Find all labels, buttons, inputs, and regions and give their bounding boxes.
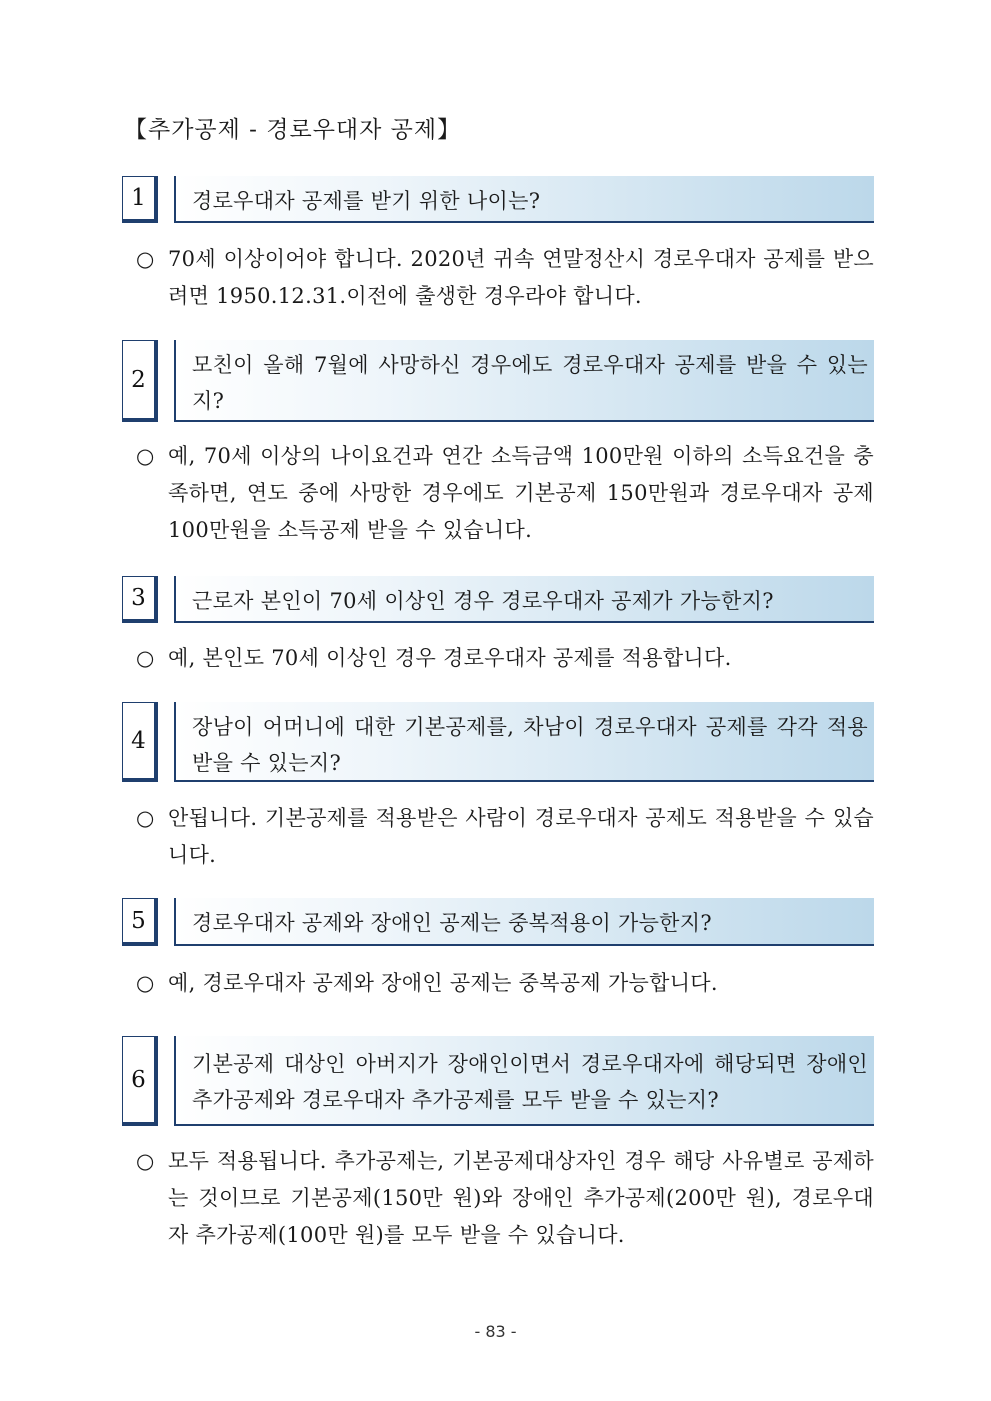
question-number: 5 bbox=[122, 898, 158, 946]
bullet-circle-icon: ○ bbox=[136, 247, 155, 271]
answer-text: 예, 경로우대자 공제와 장애인 공제는 중복공제 가능합니다. bbox=[168, 971, 718, 995]
bullet-circle-icon: ○ bbox=[136, 806, 155, 830]
answer-text: 모두 적용됩니다. 추가공제는, 기본공제대상자인 경우 해당 사유별로 공제하는 것이므로 기본공제(150만 원)와 장애인 추가공제(200만 원), 경로우대자 추가공제(100만 원)를 모두 받을 수 있습니다. bbox=[168, 1149, 874, 1247]
bullet-circle-icon: ○ bbox=[136, 444, 155, 468]
answer-paragraph bbox=[136, 800, 874, 874]
answer-paragraph bbox=[136, 438, 874, 549]
bullet-circle-icon: ○ bbox=[136, 1149, 155, 1173]
bullet-circle-icon: ○ bbox=[136, 971, 155, 995]
question-number: 1 bbox=[122, 176, 158, 223]
question-text: 경로우대자 공제와 장애인 공제는 중복적용이 가능한지? bbox=[174, 898, 874, 946]
answer-text: 예, 70세 이상의 나이요건과 연간 소득금액 100만원 이하의 소득요건을 충족하면, 연도 중에 사망한 경우에도 기본공제 150만원과 경로우대자 공제 100만원을 소득공제 받을 수 있습니다. bbox=[168, 444, 874, 542]
section-title: 【추가공제 - 경로우대자 공제】 bbox=[124, 117, 462, 143]
question-text: 모친이 올해 7월에 사망하신 경우에도 경로우대자 공제를 받을 수 있는지? bbox=[174, 340, 874, 422]
question-number: 2 bbox=[122, 340, 158, 422]
question-number: 3 bbox=[122, 576, 158, 623]
answer-paragraph bbox=[136, 1143, 874, 1254]
answer-paragraph bbox=[136, 640, 874, 677]
question-number: 6 bbox=[122, 1036, 158, 1126]
bullet-circle-icon: ○ bbox=[136, 646, 155, 670]
answer-text: 예, 본인도 70세 이상인 경우 경로우대자 공제를 적용합니다. bbox=[168, 646, 732, 670]
question-text: 장남이 어머니에 대한 기본공제를, 차남이 경로우대자 공제를 각각 적용받을 수 있는지? bbox=[174, 702, 874, 782]
question-text: 경로우대자 공제를 받기 위한 나이는? bbox=[174, 176, 874, 223]
answer-text: 안됩니다. 기본공제를 적용받은 사람이 경로우대자 공제도 적용받을 수 있습니다. bbox=[168, 806, 874, 867]
answer-paragraph bbox=[136, 965, 874, 1002]
page-number: - 83 - bbox=[474, 1322, 517, 1341]
answer-paragraph bbox=[136, 241, 874, 315]
answer-text: 70세 이상이어야 합니다. 2020년 귀속 연말정산시 경로우대자 공제를 받으려면 1950.12.31.이전에 출생한 경우라야 합니다. bbox=[168, 247, 874, 308]
question-text: 기본공제 대상인 아버지가 장애인이면서 경로우대자에 해당되면 장애인 추가공제와 경로우대자 추가공제를 모두 받을 수 있는지? bbox=[174, 1036, 874, 1126]
question-text: 근로자 본인이 70세 이상인 경우 경로우대자 공제가 가능한지? bbox=[174, 576, 874, 623]
question-number: 4 bbox=[122, 702, 158, 782]
